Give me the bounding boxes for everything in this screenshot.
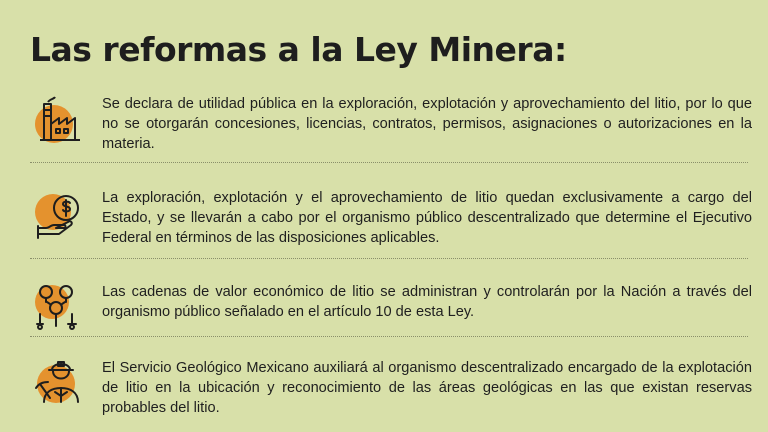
miner-icon [32, 356, 90, 410]
coin-in-hand-icon [32, 188, 90, 242]
item-text: Las cadenas de valor económico de litio se administran y controlarán por la Nación a través del organismo público señalado en el artículo 10 de esta Ley. [102, 284, 752, 320]
value-chain-network-icon [32, 278, 90, 332]
divider [30, 336, 748, 337]
item-text: Se declara de utilidad pública en la exploración, explotación y aprovechamiento del litio, por lo que no se otorgarán concesiones, licencias, contratos, permisos, asignaciones o autorizaciones en la materia. [102, 96, 752, 152]
factory-icon [32, 96, 90, 150]
item-text: El Servicio Geológico Mexicano auxiliará al organismo descentralizado encargado de la explotación de litio en la ubicación y reconocimiento de las áreas geológicas en las que existan reservas probables del litio. [102, 360, 752, 416]
item-text: La exploración, explotación y el aprovechamiento de litio quedan exclusivamente a cargo del Estado, y se llevarán a cabo por el organismo público descentralizado que determine el Ejecutivo Federal en términos de las disposiciones aplicables. [102, 190, 752, 246]
divider [30, 162, 748, 163]
page-title: Las reformas a la Ley Minera: [30, 30, 567, 69]
divider [30, 258, 748, 259]
